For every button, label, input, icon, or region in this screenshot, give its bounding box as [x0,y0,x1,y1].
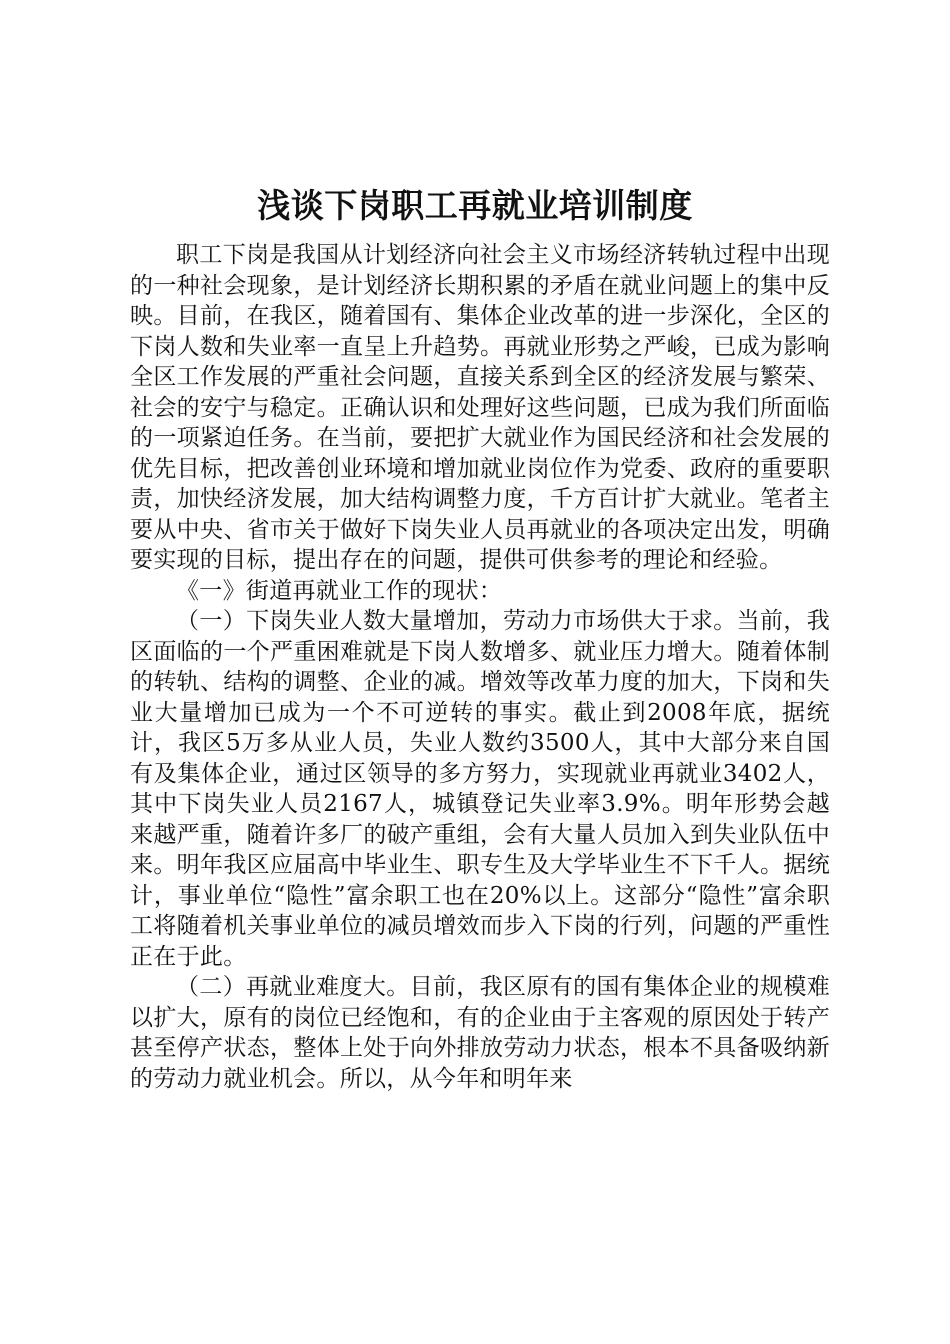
document-title: 浅谈下岗职工再就业培训制度 [257,186,693,225]
paragraph-point-1: （一）下岗失业人数大量增加，劳动力市场供大于求。当前，我区面临的一个严重困难就是下岗人数增多、就业压力增大。随着体制的转轨、结构的调整、企业的减。增效等改革力度的加大，下岗和失业大量增加已成为一个不可逆转的事实。截止到2008年底，据统计，我区5万多从业人员，失业人数约3500人，其中大部分来自国有及集体企业，通过区领导的多方努力，实现就业再就业3402人，其中下岗失业人员2167人，城镇登记失业率3.9%。明年形势会越来越严重，随着许多厂的破产重组，会有大量人员加入到失业队伍中来。明年我区应届高中毕业生、职专生及大学毕业生不下千人。据统计，事业单位“隐性”富余职工也在20%以上。这部分“隐性”富余职工将随着机关事业单位的减员增效而步入下岗的行列，问题的严重性正在于此。 [130,608,830,970]
section-heading: 《一》街道再就业工作的现状： [176,577,503,604]
document-body [130,240,830,1094]
paragraph-point-2: （二）再就业难度大。目前，我区原有的国有集体企业的规模难以扩大，原有的岗位已经饱和，有的企业由于主客观的原因处于转产甚至停产状态，整体上处于向外排放劳动力状态，根本不具备吸纳新的劳动力就业机会。所以，从今年和明年来 [130,974,830,1092]
paragraph-intro: 职工下岗是我国从计划经济向社会主义市场经济转轨过程中出现的一种社会现象，是计划经济长期积累的矛盾在就业问题上的集中反映。目前，在我区，随着国有、集体企业改革的进一步深化，全区的下岗人数和失业率一直呈上升趋势。再就业形势之严峻，已成为影响全区工作发展的严重社会问题，直接关系到全区的经济发展与繁荣、社会的安宁与稳定。正确认识和处理好这些问题，已成为我们所面临的一项紧迫任务。在当前，要把扩大就业作为国民经济和社会发展的优先目标，把改善创业环境和增加就业岗位作为党委、政府的重要职责，加快经济发展，加大结构调整力度，千方百计扩大就业。笔者主要从中央、省市关于做好下岗失业人员再就业的各项决定出发，明确要实现的目标，提出存在的问题，提供可供参考的理论和经验。 [130,242,830,573]
